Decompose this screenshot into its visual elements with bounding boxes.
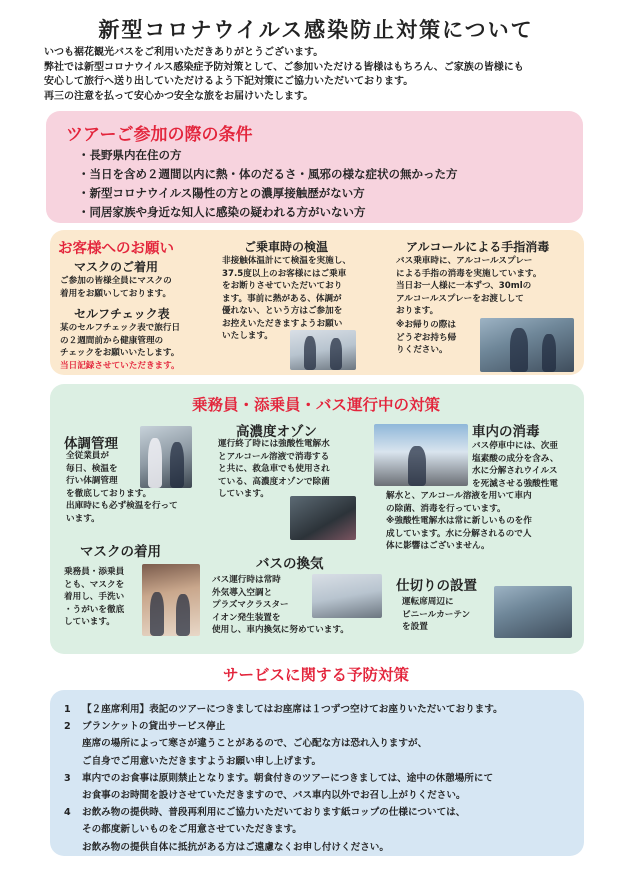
text-line: を徹底しております。 bbox=[66, 488, 152, 499]
text-line: 水に分解されウイルス bbox=[472, 466, 558, 476]
item-number: 2 bbox=[64, 721, 71, 733]
text-line: 座席の場所によって寒さが違うことがあるので、ご心配な方は恐れ入りますが、 bbox=[82, 738, 428, 750]
item-number: 1 bbox=[64, 704, 71, 715]
intro-line: 再三の注意を払って安心かつ安全な旅をお届けいたします。 bbox=[44, 90, 314, 102]
text-line: 成しています。水に分解されるので人 bbox=[386, 528, 532, 539]
text-line: プラズマクラスター bbox=[212, 600, 289, 610]
text-line: りください。 bbox=[396, 345, 448, 355]
text-line: ご参加の皆様全員にマスクの bbox=[60, 276, 172, 286]
text-line: イオン発生装置を bbox=[212, 612, 281, 623]
text-line: 車内でのお食事は原則禁止となります。朝食付きのツアーにつきましては、途中の休憩場所にて bbox=[82, 772, 494, 784]
text-line: ている、高濃度オゾンで除菌 bbox=[218, 476, 330, 487]
text-line: をお断りさせていただいており bbox=[222, 281, 343, 291]
text-line: バス乗車時に、アルコールスプレー bbox=[396, 256, 533, 266]
text-line: ご自身でご用意いただきますようお願い申し上げます。 bbox=[82, 755, 322, 767]
condition-item: ・当日を含め２週間以内に熱・体のだるさ・風邪の様な症状の無かった方 bbox=[78, 167, 458, 181]
text-line: 非接触体温計にて検温を実施し、 bbox=[222, 256, 351, 266]
text-line: お控えいただきますようお願い bbox=[222, 318, 343, 329]
service-item bbox=[64, 701, 503, 718]
health-check-photo bbox=[140, 426, 192, 488]
text-line: ※強酸性電解水は常に新しいものを作 bbox=[386, 516, 532, 526]
text-line: 37.5度以上のお客様にはご乗車 bbox=[222, 268, 347, 279]
ozone-title: 高濃度オゾン bbox=[236, 424, 317, 440]
text-line: 全従業員が bbox=[66, 451, 109, 461]
service-item bbox=[64, 718, 503, 735]
intro-line: 弊社では新型コロナウイルス感染症予防対策として、ご参加いただける皆様はもちろん、ご家族の皆様にも bbox=[44, 61, 524, 73]
alcohol-title: アルコールによる手指消毒 bbox=[406, 240, 550, 254]
text-line: 解水と、アルコール溶液を用いて車内 bbox=[386, 491, 532, 501]
service-list bbox=[64, 701, 503, 856]
condition-item: ・同居家族や身近な知人に感染の疑われる方がいない方 bbox=[78, 205, 366, 219]
text-line: バス停車中には、次亜 bbox=[472, 441, 558, 451]
text-line: 当日お一人様に一本ずつ、30mlの bbox=[396, 281, 532, 291]
text-line: いたします。 bbox=[222, 331, 273, 341]
text-line: を死滅させる強酸性電 bbox=[472, 478, 558, 489]
text-line: の除菌、消毒を行っています。 bbox=[386, 503, 506, 514]
text-line: 着用をお願いしております。 bbox=[60, 288, 172, 299]
text-line: ※お帰りの際は bbox=[396, 320, 456, 330]
text-line: 運行終了時には強酸性電解水 bbox=[218, 439, 330, 449]
health-title: 体調管理 bbox=[64, 436, 118, 452]
disinfect-text bbox=[472, 440, 558, 490]
page-title: 新型コロナウイルス感染防止対策について bbox=[98, 18, 534, 42]
staff-title: 乗務員・添乗員・バス運行中の対策 bbox=[191, 396, 440, 414]
partition-title: 仕切りの設置 bbox=[396, 578, 477, 594]
partition-photo bbox=[494, 586, 572, 638]
bus-interior-photo bbox=[374, 424, 468, 486]
text-line: おります。 bbox=[396, 306, 439, 316]
self-check-text bbox=[60, 322, 180, 372]
self-check-note: 当日記録させていただきます。 bbox=[60, 360, 180, 371]
text-line: ・うがいを徹底 bbox=[64, 604, 125, 615]
text-line: ます。事前に熱がある、体調が bbox=[222, 293, 342, 304]
text-line: お飲み物の提供自体に抵抗がある方はご遠慮なくお申し付けください。 bbox=[82, 841, 389, 853]
intro-text bbox=[44, 46, 604, 104]
text-line: お食事のお時間を設けさせていただきますので、バス車内以外でお召し上がりください。 bbox=[82, 790, 466, 802]
text-line: の２週間前から健康管理の bbox=[60, 335, 164, 346]
self-check-title: セルフチェック表 bbox=[74, 307, 170, 321]
text-line: 着用し、手洗い bbox=[64, 592, 125, 602]
text-line: チェックをお願いいたします。 bbox=[60, 348, 180, 358]
staff-mask-text bbox=[64, 566, 124, 629]
item-number: 4 bbox=[64, 807, 71, 819]
text-line: とも、マスクを bbox=[64, 579, 125, 590]
text-line: による手指の消毒を実施しています。 bbox=[396, 268, 542, 279]
text-line: 毎日、検温を bbox=[66, 463, 118, 474]
requests-title: お客様へのお願い bbox=[58, 241, 174, 257]
mask-request-text bbox=[60, 275, 172, 300]
alcohol-text bbox=[396, 255, 541, 318]
text-line: しています。 bbox=[218, 489, 269, 499]
text-line: アルコールスプレーをお渡しして bbox=[396, 293, 524, 304]
text-line: どうぞお持ち帰 bbox=[396, 332, 457, 343]
text-line: ブランケットの貸出サービス停止 bbox=[82, 721, 226, 733]
text-line: 塩素酸の成分を含み、 bbox=[472, 453, 559, 464]
staff-mask-title: マスクの着用 bbox=[80, 544, 161, 560]
text-line: 体に影響はございません。 bbox=[386, 541, 490, 551]
text-line: 外気導入空調と bbox=[212, 587, 273, 598]
ozone-photo bbox=[290, 496, 356, 540]
text-line: 乗務員・添乗員 bbox=[64, 567, 125, 577]
text-line: 運転席周辺に bbox=[402, 597, 454, 607]
staff-mask-photo bbox=[142, 564, 200, 636]
text-line: 出庫時にも必ず検温を行って bbox=[66, 501, 178, 511]
item-number: 3 bbox=[64, 772, 71, 784]
partition-text bbox=[402, 596, 470, 634]
text-line: 【２座席利用】表記のツアーにつきましてはお座席は１つずつ空けてお座りいただいております。 bbox=[82, 704, 503, 715]
hand-sanitize-photo bbox=[480, 318, 574, 372]
text-line: 優れない、という方はご参加を bbox=[222, 306, 343, 316]
text-line: ビニールカーテン bbox=[402, 609, 471, 620]
text-line: しています。 bbox=[64, 617, 115, 627]
text-line: とアルコール溶液で消毒する bbox=[218, 451, 330, 462]
text-line: を設置 bbox=[402, 622, 428, 632]
conditions-list bbox=[78, 146, 458, 222]
text-line: バス運行時は常時 bbox=[212, 575, 281, 585]
condition-item: ・新型コロナウイルス陽性の方との濃厚接触歴がない方 bbox=[78, 186, 365, 200]
text-line: います。 bbox=[66, 513, 100, 524]
text-line: 行い体調管理 bbox=[66, 476, 118, 486]
air-conditioner-photo bbox=[312, 574, 382, 618]
conditions-title: ツアーご参加の際の条件 bbox=[66, 125, 253, 145]
temperature-check-photo bbox=[290, 330, 356, 370]
ventilation-title: バスの換気 bbox=[256, 556, 324, 572]
intro-line: いつも裾花観光バスをご利用いただきありがとうございます。 bbox=[44, 47, 324, 58]
text-line: 某のセルフチェック表で旅行日 bbox=[60, 323, 181, 333]
condition-item: ・長野県内在住の方 bbox=[78, 148, 182, 162]
text-line: お飲み物の提供時、普段再利用にご協力いただいております紙コップの仕様については、 bbox=[82, 807, 466, 819]
service-item bbox=[64, 804, 503, 821]
disinfect-text-continued bbox=[386, 490, 532, 553]
mask-request-title: マスクのご着用 bbox=[74, 260, 159, 274]
alcohol-note bbox=[396, 319, 456, 357]
text-line: と共に、救急車でも使用され bbox=[218, 464, 330, 474]
service-title: サービスに関する予防対策 bbox=[222, 666, 409, 684]
text-line: その都度新しいものをご用意させていただきます。 bbox=[82, 824, 302, 836]
temperature-title: ご乗車時の検温 bbox=[244, 240, 329, 254]
service-item bbox=[64, 770, 503, 787]
disinfect-title: 車内の消毒 bbox=[472, 424, 540, 440]
ozone-text bbox=[218, 438, 330, 501]
intro-line: 安心して旅行へ送り出していただけるよう下記対策にご協力いただいております。 bbox=[44, 76, 414, 87]
text-line: 使用し、車内換気に努めています。 bbox=[212, 625, 349, 635]
